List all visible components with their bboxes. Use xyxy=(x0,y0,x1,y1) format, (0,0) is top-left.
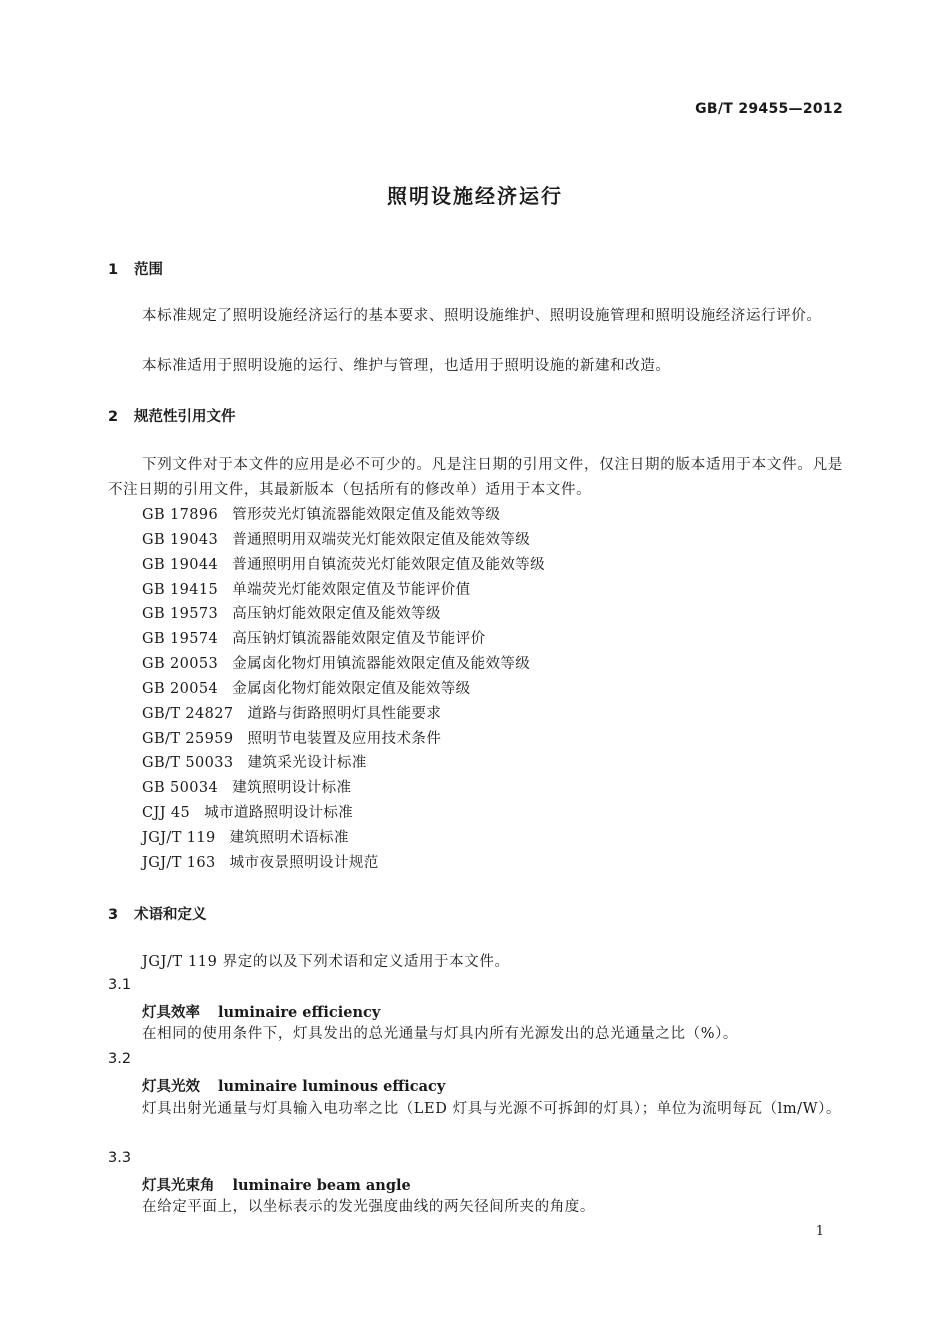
reference-code: GB 20054 xyxy=(142,680,219,697)
list-item xyxy=(142,528,545,553)
reference-code: CJJ 45 xyxy=(142,805,191,822)
reference-title: 城市道路照明设计标准 xyxy=(204,805,354,822)
reference-code: GB 19044 xyxy=(142,556,219,573)
section-heading-normative-references xyxy=(108,405,236,426)
list-item xyxy=(142,652,545,677)
list-item xyxy=(142,702,545,727)
scope-paragraph-2: 本标准适用于照明设施的运行、维护与管理，也适用于照明设施的新建和改造。 xyxy=(142,358,671,374)
reference-title: 城市夜景照明设计规范 xyxy=(229,854,379,871)
list-item xyxy=(142,727,545,752)
list-item xyxy=(142,602,545,627)
term-zh: 灯具光效 xyxy=(142,1079,200,1095)
document-title: 照明设施经济运行 xyxy=(387,184,563,208)
section-number: 1 xyxy=(108,262,119,278)
section-heading-terms-definitions xyxy=(108,903,207,924)
term-en: luminaire beam angle xyxy=(232,1177,411,1194)
list-item xyxy=(142,851,545,876)
reference-title: 普通照明用自镇流荧光灯能效限定值及能效等级 xyxy=(232,556,546,573)
list-item xyxy=(142,553,545,578)
reference-code: GB 50034 xyxy=(142,780,219,797)
reference-title: 建筑照明术语标准 xyxy=(229,829,349,846)
reference-code: GB/T 25959 xyxy=(142,730,234,747)
term-definition: 灯具出射光通量与灯具输入电功率之比（LED 灯具与光源不可拆卸的灯具）；单位为流明每瓦（lm/W）。 xyxy=(142,1101,842,1117)
reference-code: GB 19043 xyxy=(142,531,219,548)
section-title: 术语和定义 xyxy=(134,907,207,923)
reference-title: 普通照明用双端荧光灯能效限定值及能效等级 xyxy=(232,531,531,548)
term-number: 3.1 xyxy=(108,977,132,993)
list-item xyxy=(142,801,545,826)
reference-code: GB 17896 xyxy=(142,507,219,523)
section-title: 规范性引用文件 xyxy=(134,409,236,425)
section-number: 3 xyxy=(108,907,119,923)
scope-paragraph-1: 本标准规定了照明设施经济运行的基本要求、照明设施维护、照明设施管理和照明设施经济运行评价。 xyxy=(142,308,822,324)
section-title: 范围 xyxy=(134,262,163,278)
term-en: luminaire efficiency xyxy=(218,1004,381,1021)
standard-code: GB/T 29455—2012 xyxy=(695,101,843,117)
section-number: 2 xyxy=(108,409,119,425)
reference-title: 照明节电装置及应用技术条件 xyxy=(247,730,442,747)
reference-code: GB 19415 xyxy=(142,581,219,598)
list-item xyxy=(142,826,545,851)
list-item xyxy=(142,776,545,801)
term-heading xyxy=(142,1174,411,1195)
reference-title: 高压钠灯能效限定值及能效等级 xyxy=(232,606,441,623)
reference-code: GB 20053 xyxy=(142,656,219,673)
reference-title: 金属卤化物灯能效限定值及能效等级 xyxy=(232,680,471,697)
reference-code: GB 19574 xyxy=(142,631,219,648)
list-item xyxy=(142,677,545,702)
term-definition: 在相同的使用条件下，灯具发出的总光通量与灯具内所有光源发出的总光通量之比（%）。 xyxy=(142,1026,739,1042)
reference-code: GB/T 50033 xyxy=(142,755,234,772)
term-number: 3.2 xyxy=(108,1051,132,1067)
term-heading xyxy=(142,1075,445,1096)
terms-intro: JGJ/T 119 界定的以及下列术语和定义适用于本文件。 xyxy=(142,954,510,970)
list-item xyxy=(142,751,545,776)
reference-title: 建筑采光设计标准 xyxy=(247,755,367,772)
page-number: 1 xyxy=(815,1224,824,1239)
reference-title: 单端荧光灯能效限定值及节能评价值 xyxy=(232,581,471,598)
term-en: luminaire luminous efficacy xyxy=(218,1078,446,1095)
term-definition: 在给定平面上，以坐标表示的发光强度曲线的两矢径间所夹的角度。 xyxy=(142,1199,595,1215)
list-item xyxy=(142,503,545,528)
reference-title: 建筑照明设计标准 xyxy=(232,780,352,797)
references-intro: 下列文件对于本文件的应用是必不可少的。凡是注日期的引用文件，仅注日期的版本适用于本文件。凡是不注日期的引用文件，其最新版本（包括所有的修改单）适用于本文件。 xyxy=(108,457,843,498)
reference-title: 管形荧光灯镇流器能效限定值及能效等级 xyxy=(232,507,501,523)
reference-code: JGJ/T 163 xyxy=(142,854,216,871)
term-zh: 灯具效率 xyxy=(142,1005,200,1021)
term-number: 3.3 xyxy=(108,1150,132,1166)
list-item xyxy=(142,627,545,652)
term-zh: 灯具光束角 xyxy=(142,1178,215,1194)
term-heading xyxy=(142,1001,380,1022)
reference-list xyxy=(142,503,545,876)
reference-title: 高压钠灯镇流器能效限定值及节能评价 xyxy=(232,631,486,648)
reference-title: 金属卤化物灯用镇流器能效限定值及能效等级 xyxy=(232,656,531,673)
reference-code: GB/T 24827 xyxy=(142,705,234,722)
reference-code: GB 19573 xyxy=(142,606,219,623)
reference-code: JGJ/T 119 xyxy=(142,829,216,846)
section-heading-scope xyxy=(108,258,163,279)
list-item xyxy=(142,578,545,603)
reference-title: 道路与街路照明灯具性能要求 xyxy=(247,705,442,722)
